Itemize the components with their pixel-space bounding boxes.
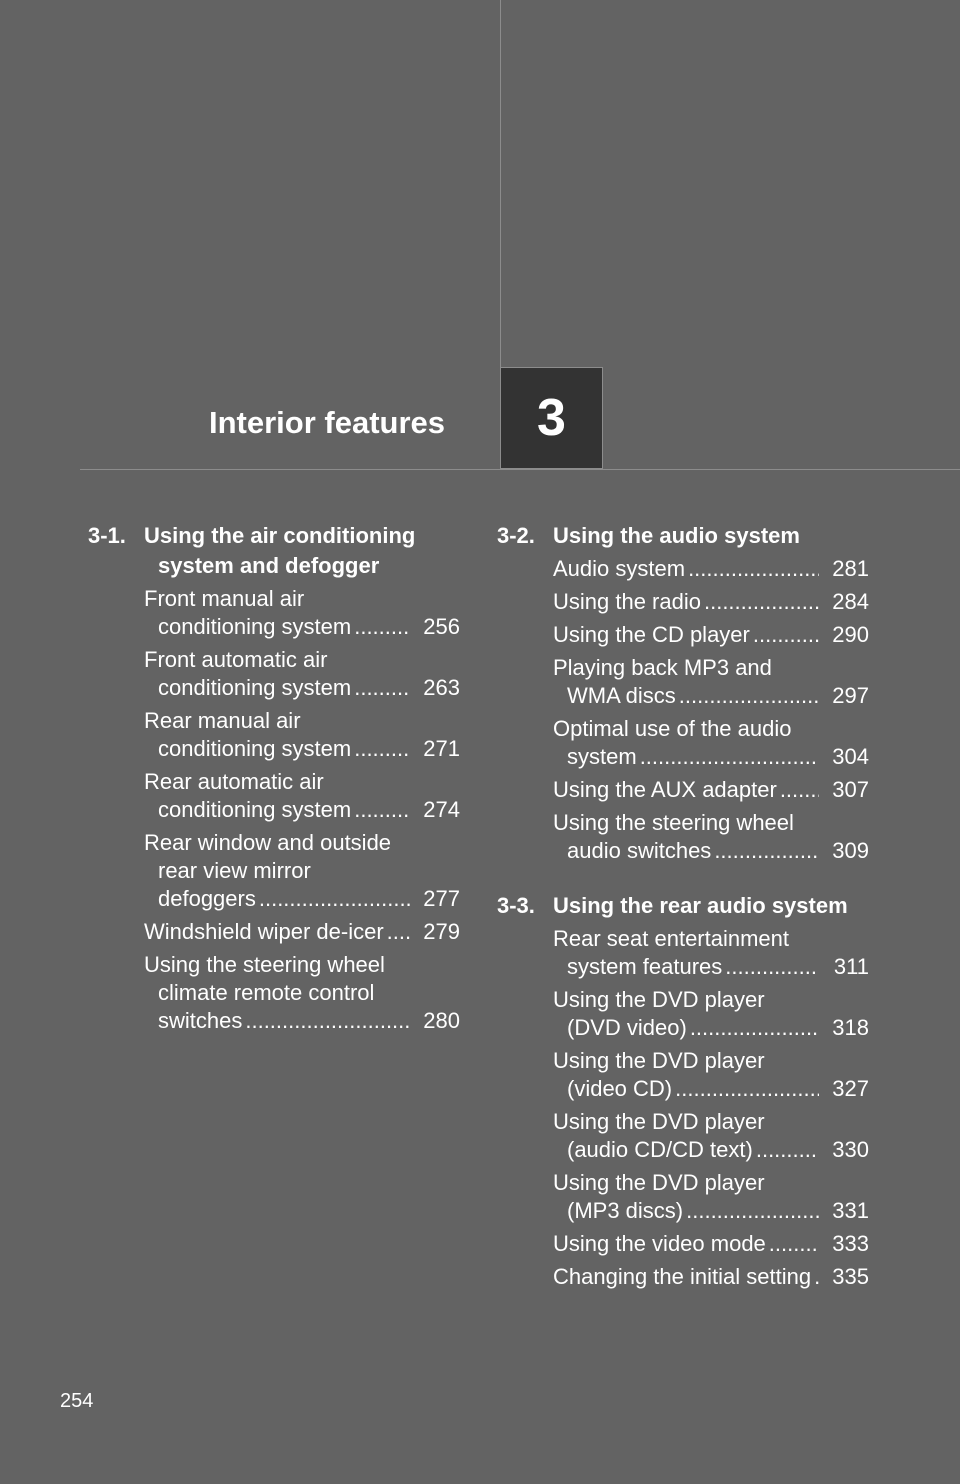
toc-entry[interactable] <box>553 986 869 1042</box>
toc-entry[interactable] <box>553 654 869 710</box>
toc-entry[interactable] <box>553 809 869 865</box>
toc-entry-page: 277 <box>423 886 460 911</box>
toc-entry-title: Using the DVD player (DVD video) ..... <box>553 986 819 1042</box>
toc-entry-title: Using the steering wheel climate remote control switches ..... <box>144 951 410 1035</box>
toc-entry-title: Playing back MP3 and WMA discs ..... <box>553 654 819 710</box>
section-entries <box>497 925 869 1291</box>
toc-entry-title: Front manual air conditioning system ..... <box>144 585 410 641</box>
chapter-title: Interior features <box>208 405 445 440</box>
toc-left-column <box>88 521 460 1061</box>
section-title: Using the air conditioning system and defogger <box>144 523 416 578</box>
toc-entry[interactable] <box>144 768 460 824</box>
toc-entry-page: 330 <box>832 1137 869 1162</box>
toc-entry[interactable] <box>144 918 460 946</box>
toc-entry-title: Using the radio ..... <box>553 588 819 616</box>
toc-entry-page: 311 <box>833 954 869 979</box>
toc-entry-title: Rear automatic air conditioning system ..... <box>144 768 410 824</box>
toc-entry-title: Using the DVD player (audio CD/CD text) ..... <box>553 1108 819 1164</box>
toc-entry-title: Rear window and outside rear view mirror defoggers ..... <box>144 829 410 913</box>
toc-section-3-1 <box>88 521 460 1035</box>
toc-entry[interactable] <box>553 1169 869 1225</box>
toc-entry-title: Using the video mode ..... <box>553 1230 819 1258</box>
toc-entry-page: 318 <box>832 1015 869 1040</box>
toc-entry[interactable] <box>144 829 460 913</box>
toc-entry[interactable] <box>144 707 460 763</box>
toc-entry[interactable] <box>144 585 460 641</box>
toc-entry[interactable] <box>144 646 460 702</box>
toc-entry-title: Rear manual air conditioning system ..... <box>144 707 410 763</box>
toc-entry[interactable] <box>553 588 869 616</box>
toc-entry[interactable] <box>553 621 869 649</box>
toc-entry-page: 331 <box>832 1198 869 1223</box>
toc-section-3-2 <box>497 521 869 865</box>
toc-entry-title: Windshield wiper de-icer ..... <box>144 918 410 946</box>
toc-entry-title: Using the AUX adapter ..... <box>553 776 819 804</box>
toc-entry-page: 256 <box>423 614 460 639</box>
toc-entry[interactable] <box>553 1108 869 1164</box>
toc-entry-page: 327 <box>832 1076 869 1101</box>
section-number: 3-2. <box>497 523 535 548</box>
toc-entry-page: 335 <box>832 1264 869 1289</box>
toc-entry-title: Audio system ..... <box>553 555 819 583</box>
toc-entry-title: Using the steering wheel audio switches ..... <box>553 809 819 865</box>
toc-entry[interactable] <box>553 1047 869 1103</box>
toc-entry-page: 333 <box>832 1231 869 1256</box>
toc-entry-page: 274 <box>423 797 460 822</box>
toc-entry-page: 307 <box>832 777 869 802</box>
toc-entry-page: 309 <box>832 838 869 863</box>
section-heading <box>88 521 460 581</box>
toc-entry[interactable] <box>553 776 869 804</box>
toc-entry-title: Changing the initial setting ..... <box>553 1263 819 1291</box>
toc-entry-page: 297 <box>832 683 869 708</box>
toc-entry-title: Using the DVD player (video CD) ..... <box>553 1047 819 1103</box>
toc-entry[interactable] <box>553 715 869 771</box>
toc-entry-page: 280 <box>423 1008 460 1033</box>
section-number: 3-1. <box>88 523 126 548</box>
toc-entry-page: 271 <box>423 736 460 761</box>
toc-entry-page: 281 <box>832 556 869 581</box>
section-entries <box>497 555 869 865</box>
toc-entry[interactable] <box>553 1263 869 1291</box>
toc-right-column <box>497 521 869 1317</box>
toc-entry-page: 304 <box>832 744 869 769</box>
toc-entry[interactable] <box>553 1230 869 1258</box>
header-horizontal-rule <box>80 469 960 470</box>
toc-entry[interactable] <box>553 555 869 583</box>
toc-entry-page: 279 <box>423 919 460 944</box>
toc-entry-title: Rear seat entertainment system features ..... <box>553 925 819 981</box>
toc-entry-title: Using the CD player ..... <box>553 621 819 649</box>
page-number: 254 <box>60 1390 94 1412</box>
section-title: Using the audio system <box>553 523 800 548</box>
toc-entry[interactable] <box>144 951 460 1035</box>
section-entries <box>88 585 460 1035</box>
toc-entry-title: Optimal use of the audio system ..... <box>553 715 819 771</box>
chapter-number-tab: 3 <box>500 367 603 469</box>
section-number: 3-3. <box>497 893 535 918</box>
section-heading <box>497 521 869 551</box>
toc-entry-title: Using the DVD player (MP3 discs) ..... <box>553 1169 819 1225</box>
toc-entry-title: Front automatic air conditioning system ..... <box>144 646 410 702</box>
toc-entry[interactable] <box>553 925 869 981</box>
toc-entry-page: 290 <box>832 622 869 647</box>
section-heading <box>497 891 869 921</box>
toc-entry-page: 263 <box>423 675 460 700</box>
toc-entry-page: 284 <box>832 589 869 614</box>
toc-section-3-3 <box>497 891 869 1291</box>
section-title: Using the rear audio system <box>553 893 848 918</box>
